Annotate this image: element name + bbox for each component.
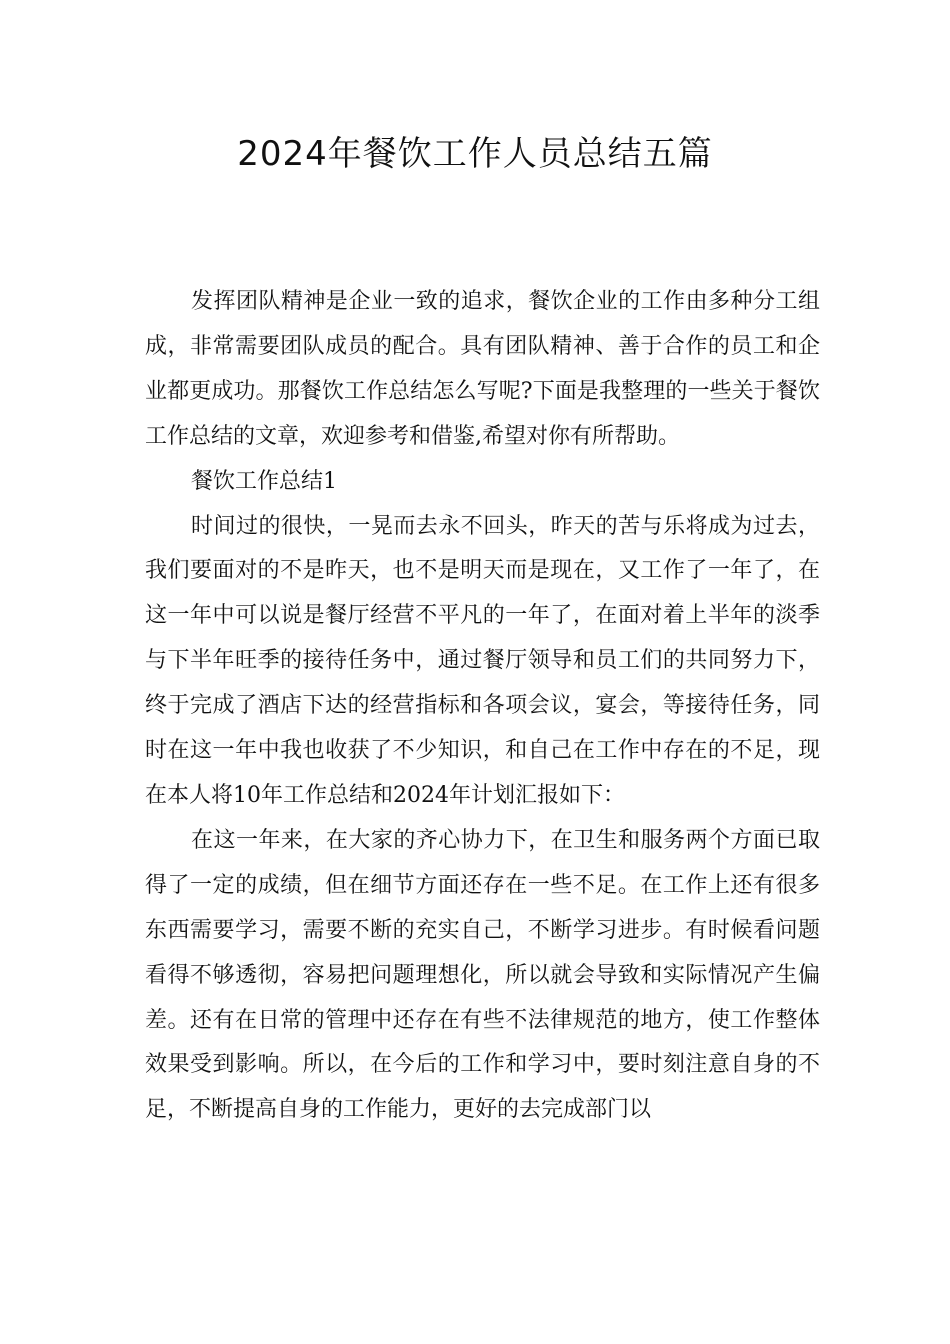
section-heading: 餐饮工作总结1 xyxy=(191,468,337,494)
document-body xyxy=(145,280,820,1133)
intro-paragraph: 发挥团队精神是企业一致的追求，餐饮企业的工作由多种分工组成，非常需要团队成员的配合。具有团队精神、善于合作的员工和企业都更成功。那餐饮工作总结怎么写呢?下面是我整理的一些关于餐饮工作总结的文章，欢迎参考和借鉴,希望对你有所帮助。 xyxy=(145,289,820,449)
body-paragraph-1: 时间过的很快，一晃而去永不回头，昨天的苦与乐将成为过去，我们要面对的不是昨天，也不是明天而是现在，又工作了一年了，在这一年中可以说是餐厅经营不平凡的一年了，在面对着上半年的淡季与下半年旺季的接待任务中，通过餐厅领导和员工们的共同努力下，终于完成了酒店下达的经营指标和各项会议，宴会，等接待任务，同时在这一年中我也收获了不少知识，和自己在工作中存在的不足，现在本人将10年工作总结和2024年计划汇报如下： xyxy=(145,513,820,808)
body-paragraph-2: 在这一年来，在大家的齐心协力下，在卫生和服务两个方面已取得了一定的成绩，但在细节方面还存在一些不足。在工作上还有很多东西需要学习，需要不断的充实自己，不断学习进步。有时候看问题看得不够透彻，容易把问题理想化，所以就会导致和实际情况产生偏差。还有在日常的管理中还存在有些不法律规范的地方，使工作整体效果受到影响。所以，在今后的工作和学习中，要时刻注意自身的不足，不断提高自身的工作能力，更好的去完成部门以 xyxy=(145,827,820,1123)
document-title: 2024年餐饮工作人员总结五篇 xyxy=(237,134,713,174)
